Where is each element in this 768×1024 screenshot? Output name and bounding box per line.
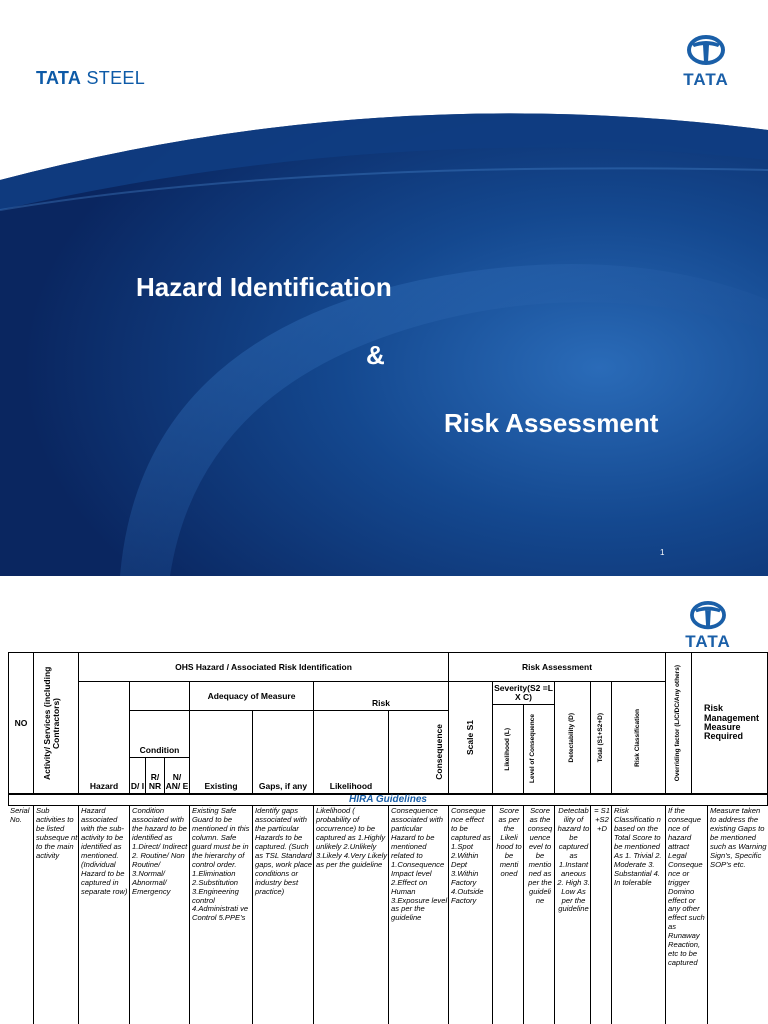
tata-logo-word: TATA	[683, 70, 729, 89]
guideline-consequence: Consequence associated with particular Hazard to be mentioned related to 1.Consequence Impact level 2.Effect on Human 3.Exposure level as per the guideline	[388, 806, 449, 1024]
header-gaps: Gaps, if any	[252, 710, 314, 794]
header-level-of-consequence: Level of Consequence	[523, 704, 555, 794]
guideline-classification: Risk Classificatio n based on the Total Score to be mentioned As 1. Trivial 2. Moderate 3. Substantial 4. In tolerable	[611, 806, 666, 1024]
title-hazard-identification: Hazard Identification	[136, 272, 392, 302]
header-total: Total (S1+S2+D)	[590, 681, 612, 794]
header-severity: Severity(S2 =L X C)	[492, 681, 555, 705]
header-risk-management: Risk Management Measure Required	[691, 652, 768, 794]
tata-steel-brand: TATA STEEL	[36, 68, 146, 88]
header-existing: Existing	[189, 710, 253, 794]
guideline-serial: Serial No.	[10, 806, 30, 824]
tata-logo	[676, 34, 736, 90]
title-risk-assessment: Risk Assessment	[444, 408, 659, 438]
hira-guidelines-title: HIRA Guidelines	[8, 794, 768, 806]
header-ohs: OHS Hazard / Associated Risk Identification	[78, 652, 449, 682]
guideline-hazard: Hazard associated with the sub-activity to be identified as mentioned. (Individual Hazard to be captured in separate row)	[78, 806, 130, 1024]
guideline-gaps: Identify gaps associated with the particular Hazards to be captured. (Such as TSL Standard gaps, work place conditions or industry best practice)	[252, 806, 314, 1024]
page-number: 1	[660, 548, 665, 557]
guideline-likelihood-l: Score as per the Likeli hood to be menti oned	[492, 806, 524, 1024]
tata-emblem-icon	[678, 600, 738, 634]
guideline-overriding: If the conseque nce of hazard attract Legal Conseque nce or trigger Domino effect or any other effect such as Runaway Reaction, etc to be captured	[665, 806, 708, 1024]
guideline-level: Score as the conseq uence evel to be mentio ned as per the guideli ne	[523, 806, 555, 1024]
slide-background	[0, 100, 768, 576]
header-overriding: Overriding factor (L/C/DC/Any others)	[665, 652, 692, 794]
header-detectability: Detectability (D)	[554, 681, 591, 794]
header-likelihood: Likelihood	[313, 710, 389, 794]
blue-swoosh-background	[0, 100, 768, 576]
guideline-measure: Measure taken to address the existing Gaps to be mentioned such as Warning Sign's, Specific SOP's etc.	[707, 806, 768, 1024]
header-scale: Scale S1	[448, 681, 493, 794]
guideline-detectability: Detectab ility of hazard to be captured as 1.Instant aneous 2. High 3. Low As per the guideline	[554, 806, 591, 1024]
header-risk: Risk	[313, 681, 449, 711]
header-rnr: R/ NR	[145, 757, 165, 794]
guideline-likelihood: Likelihood ( probability of occurrence) to be captured as 1.Highly unlikely 2.Unlikely 3.Likely 4.Very Likely as per the guideline	[313, 806, 389, 1024]
header-activity: Activity/ Services (including Contractors)	[33, 652, 79, 794]
guideline-existing: Existing Safe Guard to be mentioned in this column. Safe guard must be in the hierarchy of control order. 1.Elimination 2.Substitution 3.Engineering control 4.Administrati ve Control 5.PPE's	[189, 806, 253, 1024]
header-no: NO	[8, 652, 34, 794]
guideline-total: = S1 +S2 +D	[590, 806, 612, 1024]
tata-logo	[678, 600, 738, 652]
slide-header	[0, 0, 768, 110]
header-condition-spacer	[129, 681, 190, 711]
guideline-activity: Sub activities to be listed subseque nt to the main activity	[33, 806, 79, 1024]
tata-logo-word: TATA	[685, 632, 731, 651]
guideline-scale: Conseque nce effect to be captured as 1.Spot 2.Within Dept 3.Within Factory 4.Outside Factory	[448, 806, 493, 1024]
header-consequence: Consequence	[388, 710, 449, 794]
header-di: D/ I	[129, 757, 146, 794]
tata-emblem-icon	[676, 34, 736, 70]
header-condition: Condition	[129, 710, 190, 758]
header-risk-assessment: Risk Assessment	[448, 652, 666, 682]
hira-table	[8, 652, 768, 1024]
header-hazard: Hazard	[78, 681, 130, 794]
guideline-condition: Condition associated with the hazard to be identified as 1.Direct/ Indirect 2. Routine/ Non Routine/ 3.Normal/ Abnormal/ Emergency	[129, 806, 190, 1024]
header-adequacy: Adequacy of Measure	[189, 681, 314, 711]
hira-table-slide	[0, 590, 768, 1024]
header-likelihood-l: Likelihood (L)	[492, 704, 524, 794]
title-ampersand: &	[366, 340, 385, 370]
header-nane: N/ AN/ E	[164, 757, 190, 794]
header-risk-classification: Risk Classification	[611, 681, 666, 794]
